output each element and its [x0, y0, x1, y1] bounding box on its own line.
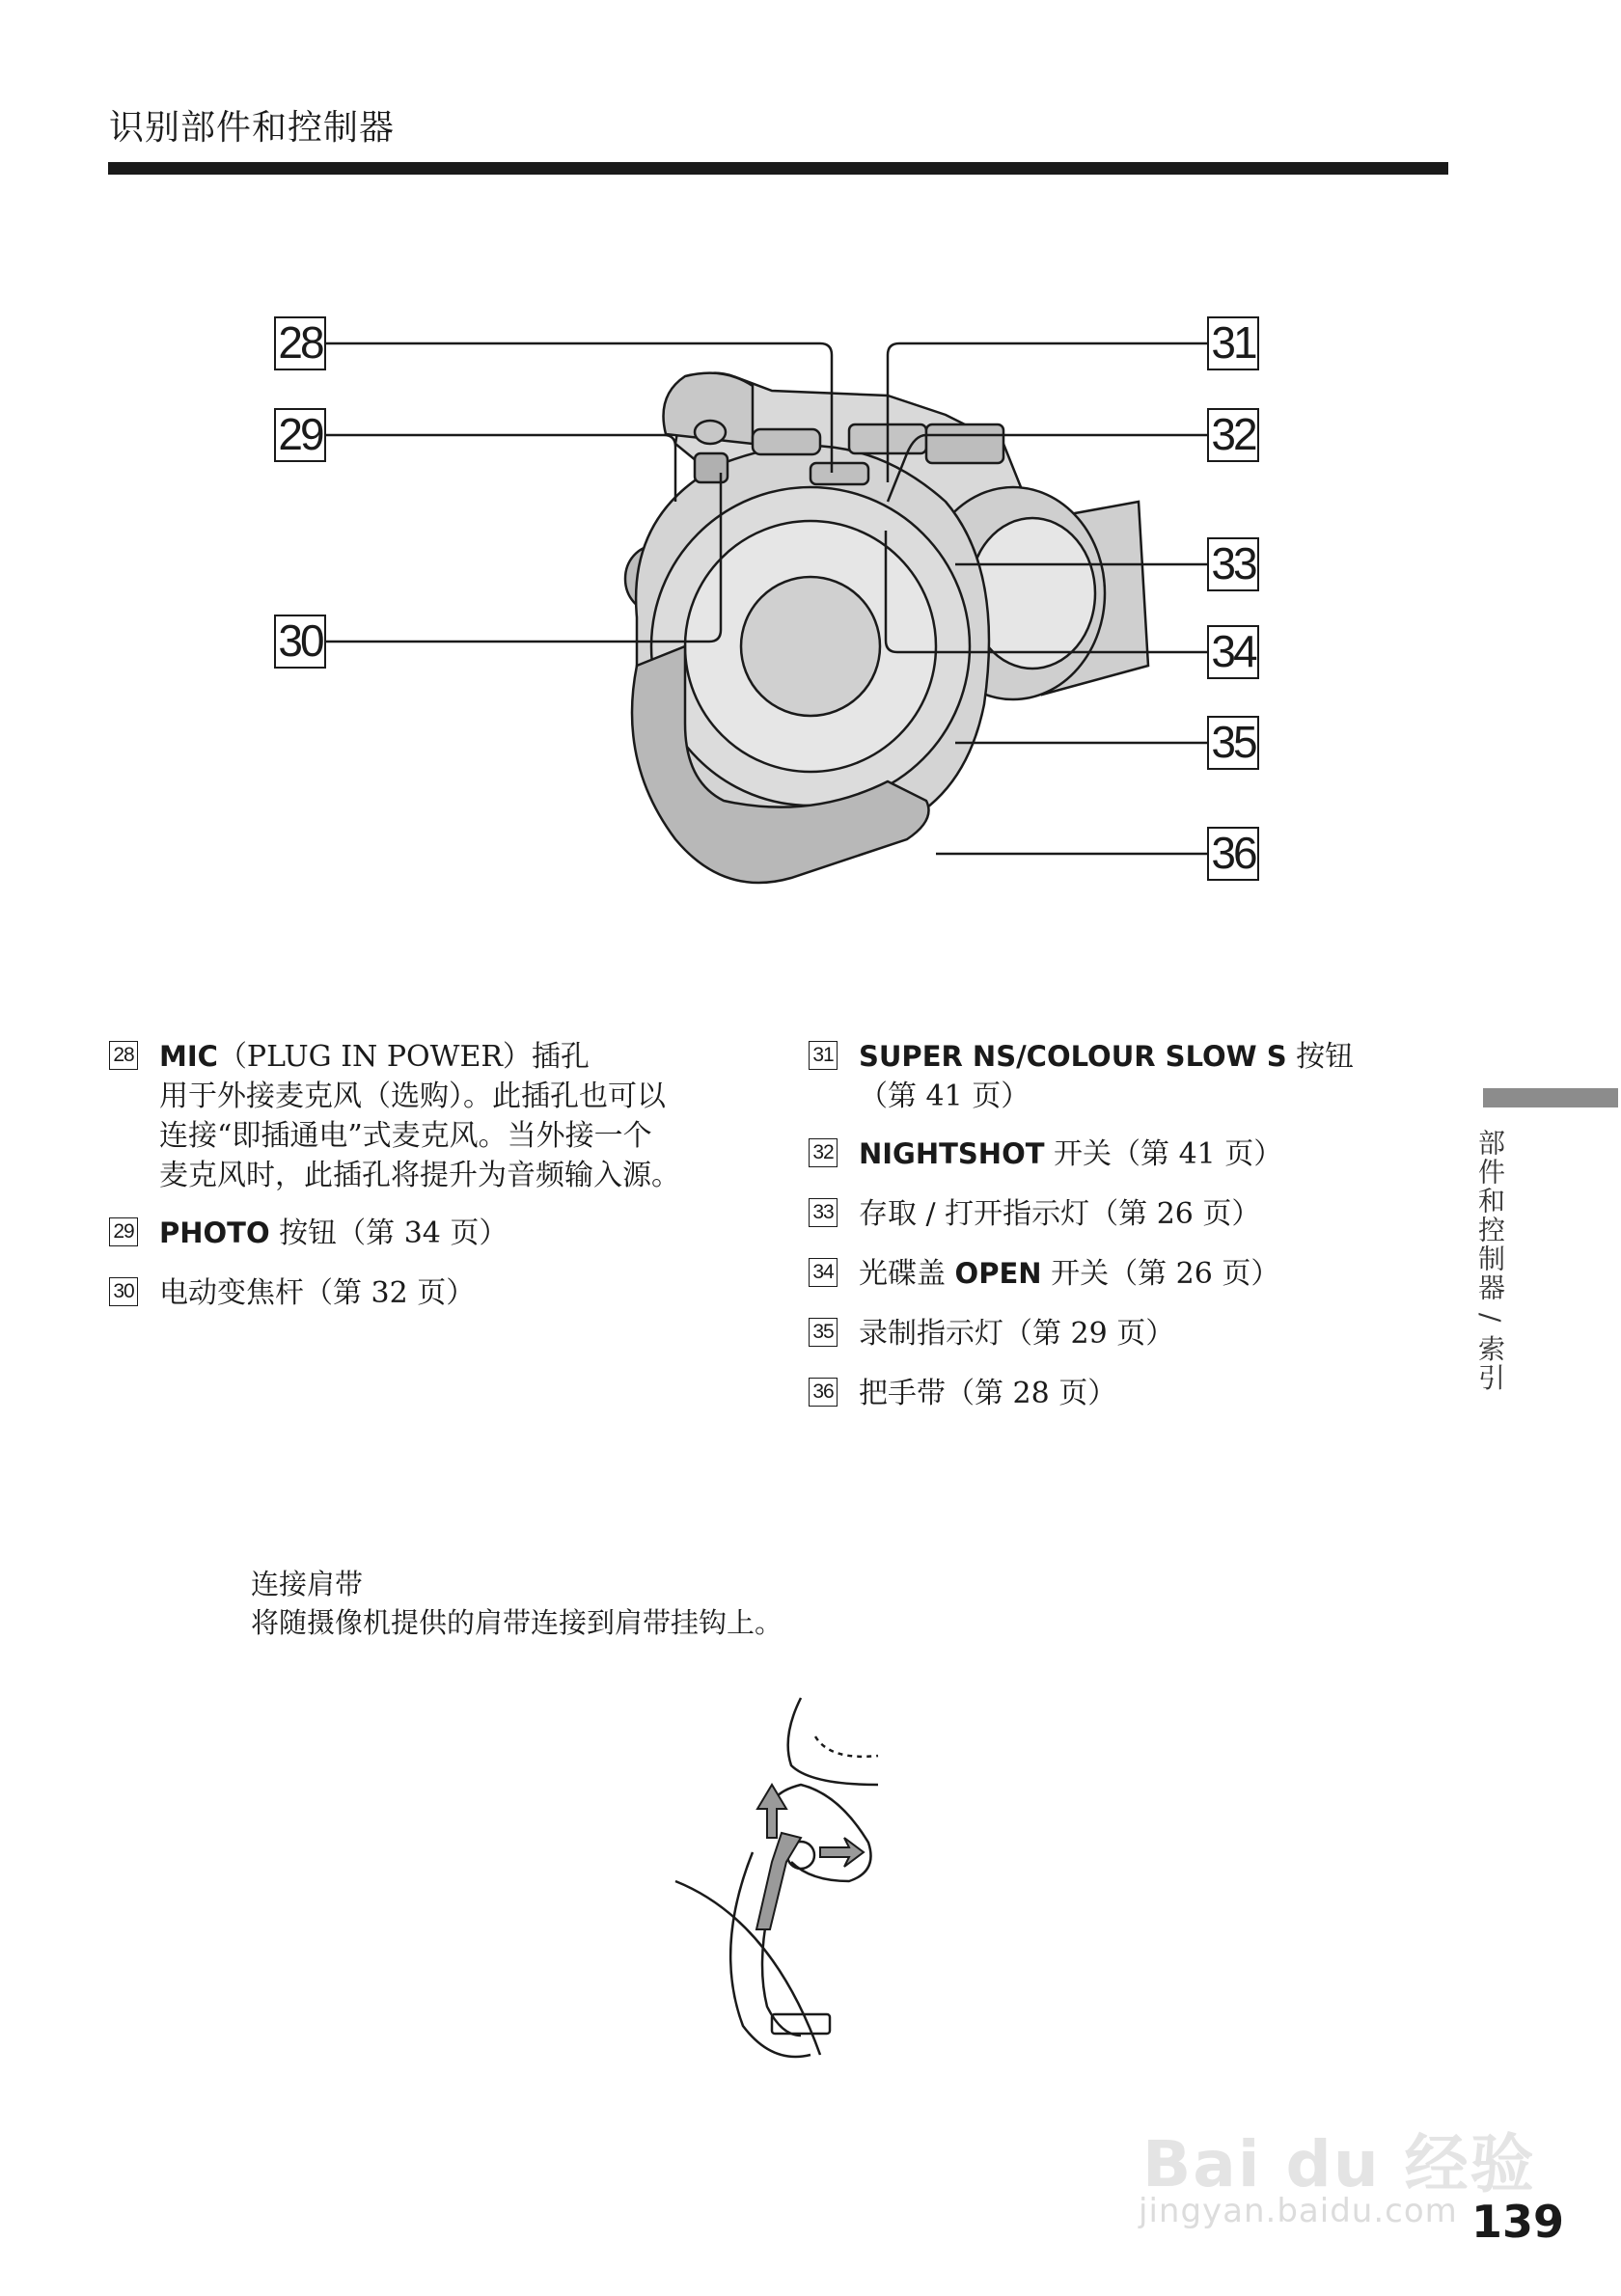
- legend-label: 开关（第 41 页）: [1044, 1137, 1283, 1171]
- legend-bold-label: PHOTO: [159, 1216, 270, 1249]
- legend-label: 按钮: [1286, 1040, 1355, 1074]
- legend-item-36: [809, 1374, 1445, 1413]
- side-tab-bar: [1483, 1088, 1618, 1107]
- legend-label: 电动变焦杆（第 32 页）: [159, 1276, 476, 1310]
- legend-number: 30: [109, 1277, 138, 1306]
- callout-29: 29: [274, 408, 326, 462]
- callout-32: 32: [1207, 408, 1259, 462]
- header-rule: [108, 162, 1448, 175]
- legend-number: 34: [809, 1258, 838, 1287]
- legend-label: 把手带（第 28 页）: [859, 1377, 1117, 1410]
- legend-bold-label: SUPER NS/COLOUR SLOW S: [859, 1040, 1287, 1073]
- legend-desc-line: 用于外接麦克风（选购）。此插孔也可以: [159, 1080, 666, 1113]
- legend-label: （PLUG IN POWER）插孔: [217, 1040, 590, 1074]
- legend-item-33: [809, 1194, 1445, 1234]
- side-tab-label: 部件和控制器 / 索引: [1474, 1129, 1506, 1393]
- watermark-logo-text: Bai du 经验: [1142, 2127, 1536, 2201]
- legend-item-28: [109, 1037, 784, 1201]
- callout-28: 28: [274, 316, 326, 370]
- legend-desc-line: （第 41 页）: [859, 1080, 1030, 1113]
- shoulder-strap-illustration: [656, 1679, 926, 2084]
- watermark-url: jingyan.baidu.com: [1139, 2192, 1458, 2230]
- legend-item-31: [809, 1037, 1445, 1116]
- legend-bold-label: OPEN: [954, 1257, 1042, 1290]
- callout-31: 31: [1207, 316, 1259, 370]
- legend-number: 28: [109, 1041, 138, 1070]
- page-header-title: 识别部件和控制器: [109, 108, 396, 148]
- callout-30: 30: [274, 615, 326, 669]
- callout-35: 35: [1207, 716, 1259, 770]
- legend-number: 32: [809, 1138, 838, 1167]
- callout-33: 33: [1207, 537, 1259, 591]
- legend-label: 录制指示灯（第 29 页）: [859, 1317, 1175, 1351]
- legend-number: 29: [109, 1217, 138, 1246]
- camcorder-illustration: [270, 299, 1274, 916]
- legend-desc-line: 连接“即插通电”式麦克风。当外接一个: [159, 1119, 652, 1153]
- legend-item-35: [809, 1314, 1445, 1353]
- legend-bold-label: MIC: [159, 1040, 218, 1073]
- callout-36: 36: [1207, 827, 1259, 881]
- strap-note-title: 连接肩带: [251, 1568, 364, 1600]
- legend-label: 按钮（第 34 页）: [269, 1216, 508, 1250]
- strap-note-body: 将随摄像机提供的肩带连接到肩带挂钩上。: [251, 1606, 783, 1639]
- legend-item-29: [109, 1214, 784, 1253]
- callout-34: 34: [1207, 625, 1259, 679]
- legend-number: 35: [809, 1318, 838, 1347]
- legend-item-34: [809, 1254, 1445, 1294]
- legend-item-32: [809, 1134, 1445, 1174]
- legend-bold-label: NIGHTSHOT: [859, 1137, 1045, 1170]
- legend-item-30: [109, 1273, 784, 1313]
- legend-label: 存取 / 打开指示灯（第 26 页）: [859, 1197, 1261, 1231]
- strap-drawing: [656, 1679, 926, 2084]
- legend-number: 36: [809, 1378, 838, 1407]
- page-number: 139: [1471, 2196, 1565, 2248]
- camcorder-drawing: [270, 299, 1274, 916]
- legend-number: 33: [809, 1198, 838, 1227]
- legend-desc-line: 麦克风时，此插孔将提升为音频输入源。: [159, 1159, 680, 1192]
- legend-prefix: 光碟盖: [859, 1257, 955, 1291]
- legend-label: 开关（第 26 页）: [1041, 1257, 1280, 1291]
- legend-number: 31: [809, 1041, 838, 1070]
